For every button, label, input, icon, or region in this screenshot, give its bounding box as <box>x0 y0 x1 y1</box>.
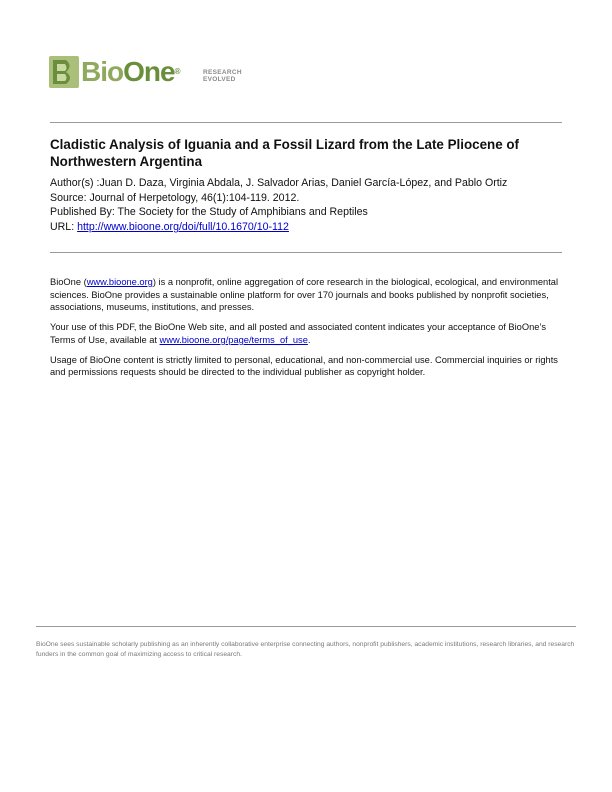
notice-p2-prefix: Your use of this PDF, the BioOne Web site, and all posted and associated content indicates your acceptance of BioOne’s Terms of Use, available at <box>50 322 546 345</box>
logo-wordmark-bio: Bio <box>81 56 124 87</box>
logo-tagline-line1: RESEARCH <box>203 69 242 76</box>
logo-wordmark-one: One <box>123 56 175 87</box>
metadata-divider <box>50 252 562 253</box>
article-source: Source: Journal of Herpetology, 46(1):104-119. 2012. <box>50 191 300 204</box>
footer-divider <box>36 626 576 627</box>
bioone-logo <box>49 56 249 90</box>
notice-p1-prefix: BioOne ( <box>50 277 87 287</box>
article-title: Cladistic Analysis of Iguania and a Fossil Lizard from the Late Pliocene of Northwestern Argentina <box>50 137 520 169</box>
notice-paragraph-usage: Usage of BioOne content is strictly limited to personal, educational, and non-commercial use. Commercial inquiries or rights and permissions requests should be directed to the individual publisher as copyright holder. <box>50 354 558 378</box>
logo-tagline <box>203 69 242 83</box>
article-url-line <box>50 220 570 235</box>
article-metadata <box>50 176 570 235</box>
terms-of-use-link[interactable]: www.bioone.org/page/terms_of_use <box>159 334 308 345</box>
header-divider <box>50 122 562 123</box>
logo-registered-mark: ® <box>174 67 180 76</box>
bioone-home-link[interactable]: www.bioone.org <box>86 277 153 287</box>
article-authors: Author(s) :Juan D. Daza, Virginia Abdala, J. Salvador Arias, Daniel García-López, and Pablo Ortiz <box>50 177 508 189</box>
bioone-leaf-icon <box>49 56 79 88</box>
footer-statement: BioOne sees sustainable scholarly publishing as an inherently collaborative enterprise connecting authors, nonprofit publishers, academic institutions, research libraries, and research funders in the common goal of maximizing access to critical research. <box>36 641 575 658</box>
notice-p1-suffix: ) is a nonprofit, online aggregation of core research in the biological, ecological, and environmental sciences. BioOne provides a sustainable online platform for over 170 journals and books published by nonprofit societies, associations, museums, institutions, and presses. <box>50 277 559 313</box>
notice-p2-suffix: . <box>307 334 311 345</box>
notice-body <box>50 276 566 386</box>
notice-paragraph-about <box>50 276 566 314</box>
logo-wordmark <box>81 57 179 87</box>
article-url-link[interactable]: http://www.bioone.org/doi/full/10.1670/10-112 <box>77 221 289 234</box>
notice-paragraph-terms <box>50 321 566 346</box>
logo-tagline-line2: EVOLVED <box>203 76 236 83</box>
article-publisher: Published By: The Society for the Study of Amphibians and Reptiles <box>50 206 368 219</box>
article-url-label: URL: <box>50 221 78 234</box>
